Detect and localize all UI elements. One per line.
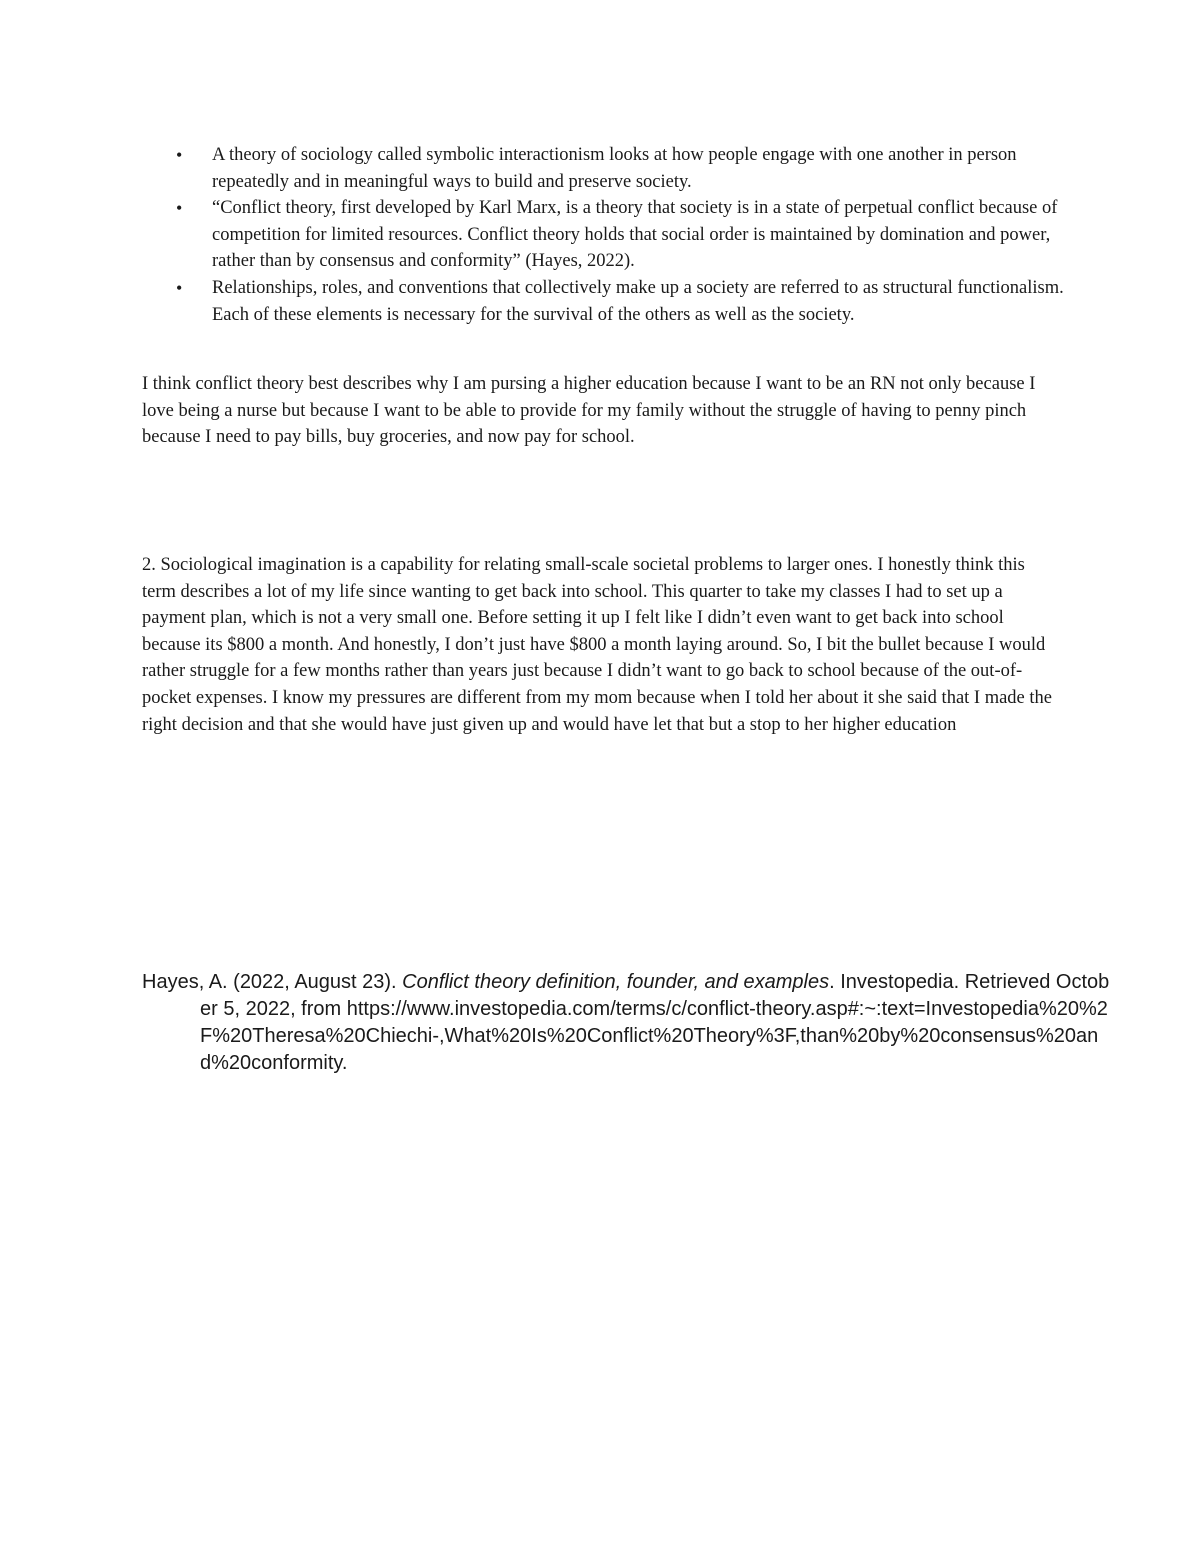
bullet-item-symbolic-interactionism — [172, 142, 1072, 195]
bullet-dot-icon: • — [176, 277, 183, 298]
reference-title: Conflict theory definition, founder, and examples — [402, 971, 830, 993]
bullet-dot-icon: • — [176, 198, 183, 219]
sociological-imagination-paragraph: 2. Sociological imagination is a capability for relating small-scale societal problems to larger ones. I honestly think this term describes a lot of my life since wanting to get back into school. This quarter to take my classes I had to set up a payment plan, which is not a very small one. Before setting it up I felt like I didn’t even want to get back into school because its $800 a month. And honestly, I don’t just have $800 a month laying around. So, I bit the bullet because I would rather struggle for a few months rather than years just because I didn’t want to go back to school because of the out-of-pocket expenses. I know my pressures are different from my mom because when I told her about it she said that I made the right decision and that she would have just given up and would have let that but a stop to her higher education — [142, 555, 1052, 735]
bullet-item-conflict-theory — [172, 195, 1072, 275]
conflict-theory-paragraph: I think conflict theory best describes why I am pursing a higher education because I want to be an RN not only because I love being a nurse but because I want to be able to provide for my family without the struggle of having to penny pinch because I need to pay bills, buy groceries, and now pay for school. — [142, 374, 1036, 448]
bullet-dot-icon: • — [176, 145, 183, 165]
reference-entry — [142, 969, 1120, 1077]
bullet-text: Relationships, roles, and conventions that collectively make up a society are referred to as structural functionalism. Each of these elements is necessary for the survival of the others as well as the society. — [212, 277, 1064, 325]
theory-bullet-list — [172, 142, 1072, 328]
reference-url: https://www.investopedia.com/terms/c/conflict-theory.asp#:~:text=Investopedia%20%2F%20Theresa%20Chiechi-,What%20Is%20Conflict%20Theory%3F,than%20by%20consensus%20and%20conformity — [200, 998, 1108, 1074]
reference-end: . — [341, 1052, 348, 1074]
bullet-text: A theory of sociology called symbolic interactionism looks at how people engage with one another in person repeatedly and in meaningful ways to build and preserve society. — [212, 145, 1017, 192]
reference-publisher: . Investopedia. Retrieved October 5, 2022, from — [200, 971, 1110, 1020]
bullet-text: “Conflict theory, first developed by Karl Marx, is a theory that society is in a state of perpetual conflict because of competition for limited resources. Conflict theory holds that social order is maintained by domination and power, rather than by consensus and conformity” (Hayes, 2022). — [212, 198, 1058, 272]
reference-author-date: Hayes, A. (2022, August 23). — [142, 971, 403, 993]
bullet-item-structural-functionalism — [172, 275, 1072, 328]
